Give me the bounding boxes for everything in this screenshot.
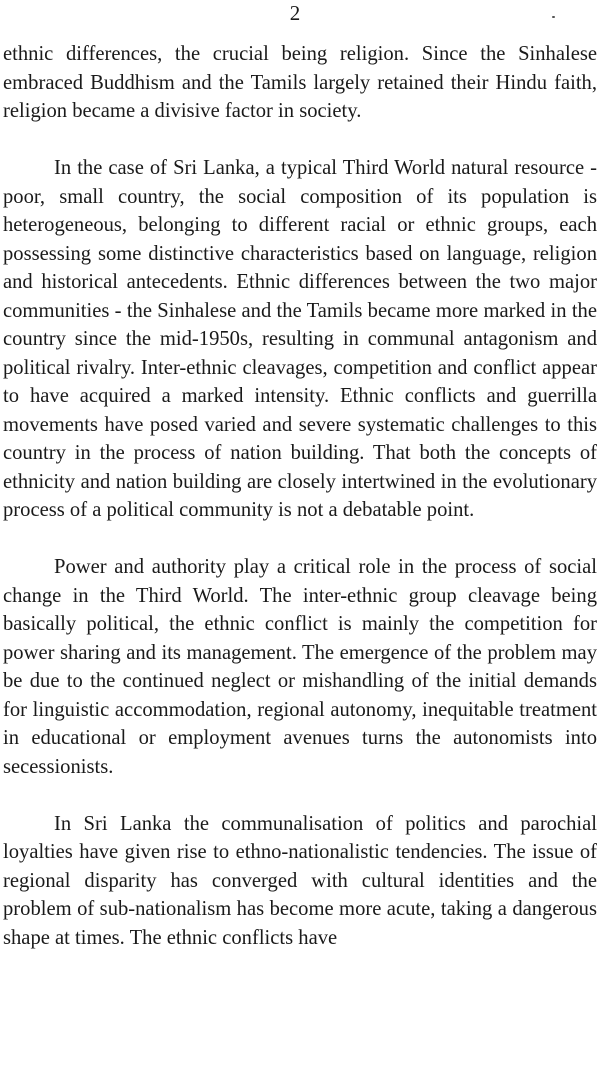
body-text <box>3 40 597 952</box>
paragraph-communalisation: In Sri Lanka the communalisation of politics and parochial loyalties have given rise to ethno-nationalistic tendencies. The issue of regional disparity has converged with cultural identities and the problem of sub-nationalism has become more acute, taking a dangerous shape at times. The ethnic conflicts have <box>3 812 597 949</box>
paragraph-continuation: ethnic differences, the crucial being religion. Since the Sinhalese embraced Buddhism and the Tamils largely retained their Hindu faith, religion became a divisive factor in society. <box>3 43 597 122</box>
page-number: 2 <box>289 1 301 25</box>
scan-speck <box>552 16 555 18</box>
paragraph-power-authority: Power and authority play a critical role in the process of social change in the Third World. The inter-ethnic group cleavage being basically political, the ethnic conflict is mainly the competition for power sharing and its management. The emergence of the problem may be due to the continued neglect or mishandling of the initial demands for linguistic accommodation, regional autonomy, inequitable treatment in educational or employment avenues turns the autonomists into secessionists. <box>3 556 597 778</box>
paragraph-sri-lanka-composition: In the case of Sri Lanka, a typical Third World natural resource - poor, small country, the social composition of its population is heterogeneous, belonging to different racial or ethnic groups, each possessing some distinctive characteristics based on language, religion and historical antecedents. Ethnic differences between the two major communities - the Sinhalese and the Tamils became more marked in the country since the mid-1950s, resulting in communal antagonism and political rivalry. Inter-ethnic cleavages, competition and conflict appear to have acquired a marked intensity. Ethnic conflicts and guerrilla movements have posed varied and severe systematic challenges to this country in the process of nation building. That both the concepts of ethnicity and nation building are closely intertwined in the evolutionary process of a political community is not a debatable point. <box>3 157 597 521</box>
